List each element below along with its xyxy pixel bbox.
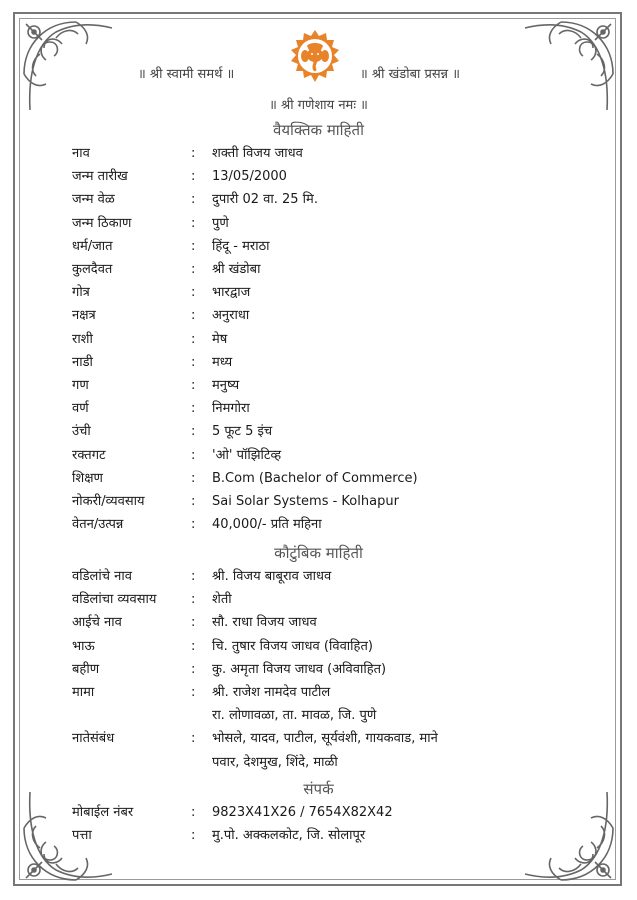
- info-value: भोसले, यादव, पाटील, सूर्यवंशी, गायकवाड, माने: [212, 731, 438, 747]
- info-label: नातेसंबंध: [72, 731, 115, 747]
- info-row: [0, 374, 637, 397]
- info-value: भारद्वाज: [212, 285, 251, 301]
- info-colon: :: [191, 615, 196, 631]
- info-colon: :: [191, 731, 196, 747]
- info-row: [0, 235, 637, 258]
- info-row: [0, 611, 637, 634]
- info-row: [0, 212, 637, 235]
- info-colon: :: [191, 262, 196, 277]
- info-row: [0, 165, 637, 188]
- info-label: उंची: [72, 424, 91, 440]
- info-row: [0, 188, 637, 211]
- info-value: Sai Solar Systems - Kolhapur: [212, 494, 399, 509]
- info-label: नाव: [72, 146, 90, 161]
- info-colon: :: [191, 146, 196, 161]
- info-colon: :: [191, 192, 196, 208]
- info-value: 40,000/- प्रति महिना: [212, 517, 322, 533]
- info-row: [0, 801, 637, 824]
- info-value: पुणे: [212, 215, 229, 231]
- info-row: [0, 397, 637, 420]
- info-row: [0, 444, 637, 467]
- info-row: [0, 513, 637, 536]
- info-label: नोकरी/व्यवसाय: [72, 494, 145, 509]
- info-colon: :: [191, 424, 196, 440]
- info-colon: :: [191, 805, 196, 820]
- info-value: B.Com (Bachelor of Commerce): [212, 470, 418, 486]
- info-row: [0, 490, 637, 513]
- info-value: श्री खंडोबा: [212, 262, 261, 277]
- info-row: [0, 751, 637, 774]
- info-colon: :: [191, 592, 196, 608]
- info-colon: :: [191, 169, 196, 185]
- info-value: शेती: [212, 592, 232, 608]
- info-value: चि. तुषार विजय जाधव (विवाहित): [212, 638, 373, 654]
- info-label: मामा: [72, 685, 95, 700]
- info-row: [0, 304, 637, 327]
- info-value: शक्ती विजय जाधव: [212, 146, 303, 161]
- info-colon: :: [191, 378, 196, 393]
- info-colon: :: [191, 447, 196, 463]
- info-colon: :: [191, 401, 196, 417]
- info-label: जन्म ठिकाण: [72, 215, 132, 231]
- info-value: हिंदू - मराठा: [212, 238, 270, 254]
- info-value: 5 फूट 5 इंच: [212, 424, 273, 440]
- info-value: मु.पो. अक्कलकोट, जि. सोलापूर: [212, 828, 366, 844]
- info-colon: :: [191, 470, 196, 486]
- info-colon: :: [191, 569, 196, 584]
- info-value: दुपारी 02 वा. 25 मि.: [212, 192, 318, 208]
- info-row: [0, 281, 637, 304]
- info-label: जन्म वेळ: [72, 192, 115, 208]
- info-value: श्री. राजेश नामदेव पाटील: [212, 685, 331, 700]
- info-value: 'ओ' पॉझिटिव्ह: [212, 447, 282, 463]
- ganesha-icon: [287, 28, 343, 84]
- info-row: [0, 704, 637, 727]
- info-label: आईचे नाव: [72, 615, 122, 631]
- info-row: [0, 565, 637, 588]
- info-label: शिक्षण: [72, 470, 103, 486]
- section-title-family: कौटुंबिक माहिती: [274, 544, 363, 562]
- info-label: वडिलांचा व्यवसाय: [72, 592, 157, 608]
- info-value: 13/05/2000: [212, 169, 287, 185]
- info-label: जन्म तारीख: [72, 169, 128, 185]
- info-label: बहीण: [72, 661, 100, 677]
- info-colon: :: [191, 494, 196, 509]
- header-right-text: ॥ श्री खंडोबा प्रसन्न ॥: [360, 67, 461, 82]
- info-value: रा. लोणावळा, ता. मावळ, जि. पुणे: [212, 708, 377, 724]
- info-value: 9823X41X26 / 7654X82X42: [212, 805, 393, 820]
- info-label: मोबाईल नंबर: [72, 805, 134, 820]
- info-colon: :: [191, 661, 196, 677]
- info-row: [0, 467, 637, 490]
- info-row: [0, 727, 637, 750]
- info-label: राशी: [72, 331, 93, 347]
- info-label: भाऊ: [72, 638, 95, 654]
- info-colon: :: [191, 331, 196, 347]
- info-row: [0, 824, 637, 847]
- info-colon: :: [191, 308, 196, 324]
- info-colon: :: [191, 685, 196, 700]
- info-colon: :: [191, 285, 196, 301]
- info-value: श्री. विजय बाबूराव जाधव: [212, 569, 332, 584]
- info-value: निमगोरा: [212, 401, 250, 417]
- info-value: अनुराधा: [212, 308, 250, 324]
- header-left-text: ॥ श्री स्वामी समर्थ ॥: [138, 67, 235, 82]
- info-row: [0, 351, 637, 374]
- info-label: नक्षत्र: [72, 308, 96, 324]
- info-label: गोत्र: [72, 285, 90, 301]
- info-label: नाडी: [72, 354, 93, 370]
- info-label: वेतन/उत्पन्न: [72, 517, 124, 533]
- info-label: वर्ण: [72, 401, 89, 417]
- info-row: [0, 258, 637, 281]
- section-title-contact: संपर्क: [303, 780, 334, 798]
- info-colon: :: [191, 238, 196, 254]
- info-colon: :: [191, 354, 196, 370]
- info-row: [0, 420, 637, 443]
- info-colon: :: [191, 828, 196, 844]
- info-label: धर्म/जात: [72, 238, 113, 254]
- info-row: [0, 588, 637, 611]
- info-value: सौ. राधा विजय जाधव: [212, 615, 317, 631]
- info-label: कुलदैवत: [72, 262, 113, 277]
- info-row: [0, 681, 637, 704]
- info-colon: :: [191, 215, 196, 231]
- info-value: मेष: [212, 331, 228, 347]
- section-title-personal: वैयक्तिक माहिती: [273, 121, 364, 139]
- info-colon: :: [191, 517, 196, 533]
- info-label: वडिलांचे नाव: [72, 569, 132, 584]
- info-label: पत्ता: [72, 828, 92, 844]
- info-value: मध्य: [212, 354, 233, 370]
- mantra-heading: ॥ श्री गणेशाय नमः ॥: [269, 98, 368, 113]
- info-value: पवार, देशमुख, शिंदे, माळी: [212, 754, 338, 770]
- info-value: मनुष्य: [212, 378, 240, 393]
- info-row: [0, 328, 637, 351]
- info-label: गण: [72, 378, 89, 393]
- info-row: [0, 142, 637, 165]
- info-row: [0, 658, 637, 681]
- info-value: कु. अमृता विजय जाधव (अविवाहित): [212, 661, 387, 677]
- info-row: [0, 635, 637, 658]
- info-label: रक्तगट: [72, 447, 106, 463]
- info-colon: :: [191, 638, 196, 654]
